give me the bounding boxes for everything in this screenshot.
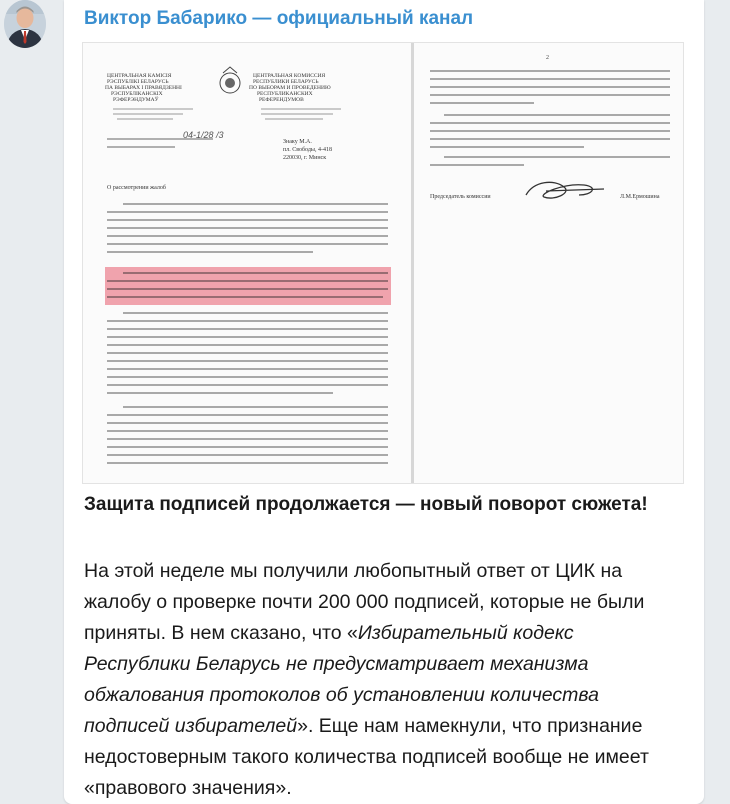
channel-name[interactable]: Виктор Бабарико — официальный канал xyxy=(84,8,474,29)
svg-text:РЕСПУБЛИКАНСКИХ: РЕСПУБЛИКАНСКИХ xyxy=(257,91,313,97)
svg-text:Председатель комиссии: Председатель комиссии xyxy=(430,194,491,200)
signature-icon xyxy=(526,182,604,198)
svg-text:РЕСПУБЛИКИ БЕЛАРУСЬ: РЕСПУБЛИКИ БЕЛАРУСЬ xyxy=(253,79,319,85)
post-body-quote: Избирательный кодекс Республики Беларусь не предусматривает механизма обжалования протоколов об установлении количества подписей избирателей xyxy=(84,622,599,737)
svg-text:РЕФЕРЕНДУМОВ: РЕФЕРЕНДУМОВ xyxy=(259,97,304,103)
post-body-part1: На этой неделе мы получили любопытный ответ от ЦИК на жалобу о проверке почти 200 000 подписей, которые не были приняты. В нем сказано, что « xyxy=(84,560,645,644)
svg-text:04-1/28 /3: 04-1/28 /3 xyxy=(183,130,224,140)
svg-text:ЦЕНТРАЛЬНАЯ КОМИССИЯ: ЦЕНТРАЛЬНАЯ КОМИССИЯ xyxy=(253,73,326,79)
channel-avatar[interactable] xyxy=(4,0,46,48)
svg-text:220030, г. Минск: 220030, г. Минск xyxy=(283,155,327,161)
svg-text:Знаку М.А.: Знаку М.А. xyxy=(283,139,312,145)
svg-text:Л.М.Ермошина: Л.М.Ермошина xyxy=(620,194,660,200)
svg-text:О рассмотрении жалоб: О рассмотрении жалоб xyxy=(107,185,166,191)
svg-text:ЦЕНТРАЛЬНАЯ КАМІСІЯ: ЦЕНТРАЛЬНАЯ КАМІСІЯ xyxy=(107,73,172,79)
state-emblem-icon xyxy=(220,67,240,93)
post-headline: Защита подписей продолжается — новый поворот сюжета! xyxy=(84,494,648,515)
document-page-2 xyxy=(414,43,683,483)
svg-text:РЭСПУБЛІКІ БЕЛАРУСЬ: РЭСПУБЛІКІ БЕЛАРУСЬ xyxy=(107,79,169,85)
svg-text:РЭФЕРЭНДУМАЎ: РЭФЕРЭНДУМАЎ xyxy=(113,97,159,103)
document-page-2-scan xyxy=(414,43,683,483)
document-page-1-scan xyxy=(83,43,411,483)
svg-text:2: 2 xyxy=(546,55,549,61)
document-page-1 xyxy=(83,43,411,483)
svg-text:РЭСПУБЛІКАНСКІХ: РЭСПУБЛІКАНСКІХ xyxy=(111,91,163,97)
svg-text:ПО ВЫБОРАМ И ПРОВЕДЕНИЮ: ПО ВЫБОРАМ И ПРОВЕДЕНИЮ xyxy=(249,85,331,91)
svg-text:пл. Свободы, 4-418: пл. Свободы, 4-418 xyxy=(283,147,332,153)
post-body-part2: ». Еще нам намекнули, что признание недостоверным такого количества подписей вообще не имеет «правового значения». xyxy=(84,715,649,799)
document-photo[interactable] xyxy=(82,42,684,484)
post-body xyxy=(84,556,684,804)
svg-text:ПА ВЫБАРАХ І ПРАВЯДЗЕННІ: ПА ВЫБАРАХ І ПРАВЯДЗЕННІ xyxy=(105,85,182,91)
message-bubble xyxy=(64,0,704,804)
